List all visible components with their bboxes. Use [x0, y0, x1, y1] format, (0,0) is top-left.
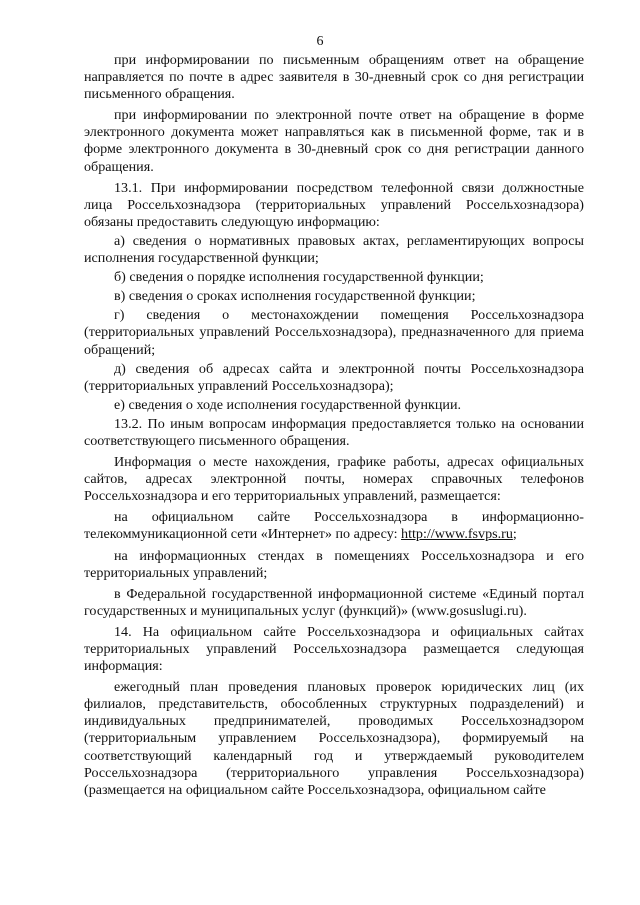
list-item-d: д) сведения об адресах сайта и электронной почты Россельхознадзора (территориальных управлений Россельхознадзора); — [84, 360, 584, 394]
paragraph-unified-portal: в Федеральной государственной информационной системе «Единый портал государственных и муниципальных услуг (функций)» (www.gosuslugi.ru). — [84, 585, 584, 619]
paragraph-13-2: 13.2. По иным вопросам информация предоставляется только на основании соответствующего письменного обращения. — [84, 415, 584, 449]
paragraph-official-site — [84, 509, 584, 543]
paragraph-information-placement: Информация о месте нахождения, графике работы, адресах официальных сайтов, адресах электронной почты, номерах справочных телефонов Россельхознадзора и его территориальных управлений, размещается: — [84, 454, 584, 505]
paragraph-info-stands: на информационных стендах в помещениях Россельхознадзора и его территориальных управлений; — [84, 547, 584, 581]
list-item-a: а) сведения о нормативных правовых актах, регламентирующих вопросы исполнения государственной функции; — [84, 232, 584, 267]
paragraph-email-requests: при информировании по электронной почте ответ на обращение в форме электронного документа может направляться как в письменной форме, так и в форме электронного документа в 30-дневный срок со дня регистрации данного обращения. — [84, 107, 584, 175]
paragraph-inspection-plan: ежегодный план проведения плановых проверок юридических лиц (их филиалов, представительств, обособленных структурных подразделений) и индивидуальных предпринимателей, проводимых Россельхознадзором (территориальным управлением Россельхознадзора), формируемый на соответствующий календарный год и утверждаемый руководителем Россельхознадзора (территориального управления Россельхознадзора) (размещается на официальном сайте Россельхознадзора, официальном сайте — [84, 679, 584, 798]
page-number: 6 — [316, 34, 324, 49]
list-item-e: е) сведения о ходе исполнения государственной функции. — [114, 396, 462, 413]
list-item-v: в) сведения о сроках исполнения государственной функции; — [114, 288, 476, 305]
paragraph-14: 14. На официальном сайте Россельхознадзора и официальных сайтах территориальных управлений Россельхознадзора размещается следующая информация: — [84, 623, 584, 675]
list-item-b: б) сведения о порядке исполнения государственной функции; — [114, 269, 484, 286]
list-item-g: г) сведения о местонахождении помещения Россельхознадзора (территориальных управлений Россельхознадзора), предназначенного для приема обращений; — [84, 307, 584, 358]
official-site-text-end: ; — [512, 526, 517, 543]
paragraph-13-1: 13.1. При информировании посредством телефонной связи должностные лица Россельхознадзора (территориальных управлений Россельхознадзора) обязаны предоставить следующую информацию: — [84, 179, 584, 230]
official-site-link[interactable]: http://www.fsvps.ru — [401, 526, 513, 543]
paragraph-written-requests: при информировании по письменным обращениям ответ на обращение направляется по почте в адрес заявителя в 30-дневный срок со дня регистрации письменного обращения. — [84, 52, 584, 103]
official-site-text: на официальном сайте Россельхознадзора в информационно-телекоммуникационной сети «Интернет» по адресу: — [84, 509, 584, 543]
document-body — [84, 52, 584, 803]
